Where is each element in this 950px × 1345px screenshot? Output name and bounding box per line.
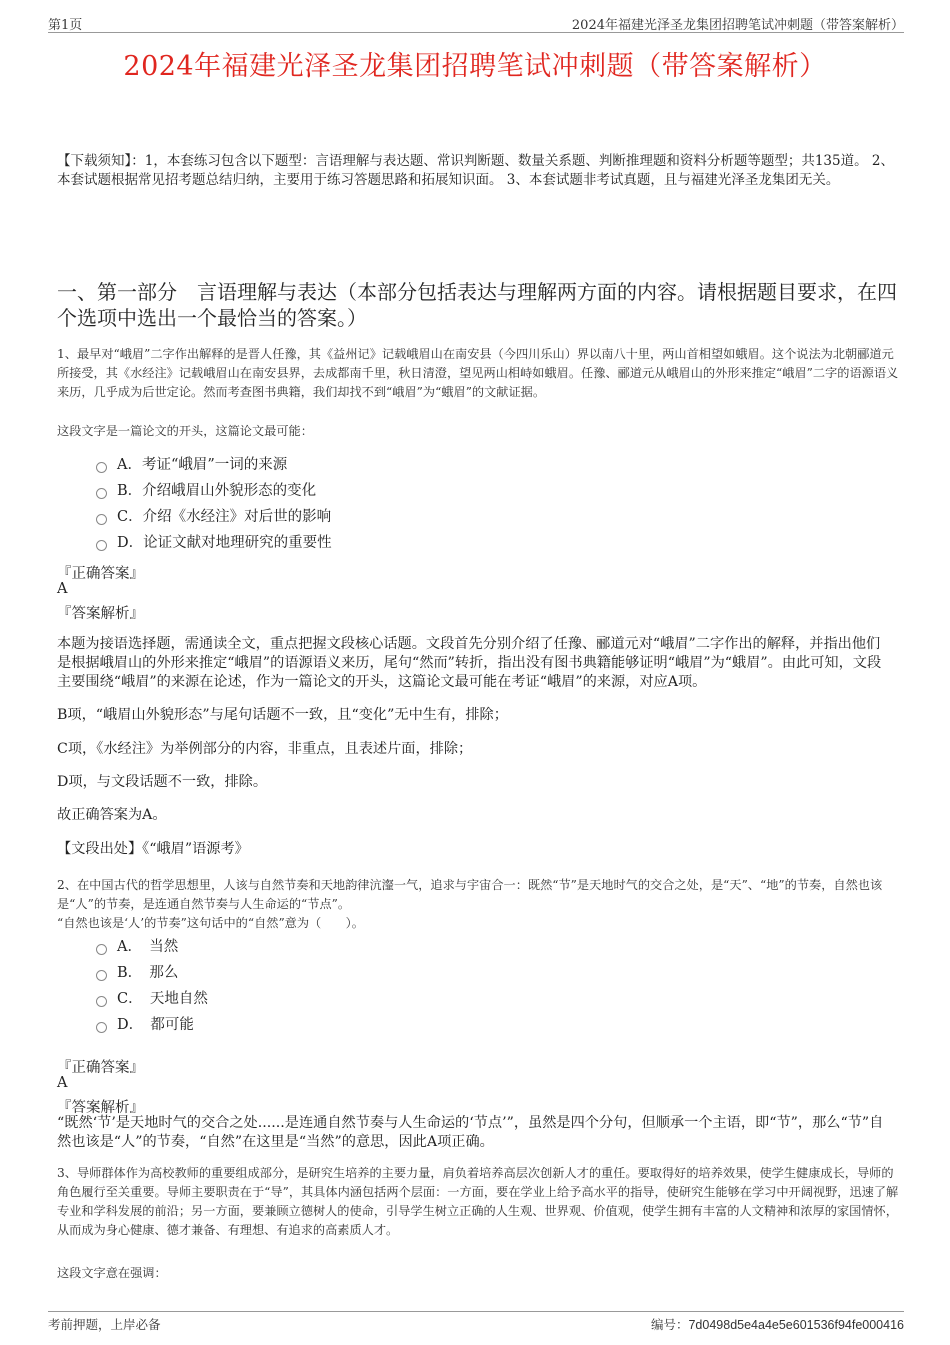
radio-icon[interactable] (96, 462, 107, 473)
option-b[interactable]: B． 那么 (96, 960, 208, 986)
question-3-text: 3、导师群体作为高校教师的重要组成部分，是研究生培养的主要力量，肩负着培养高层次创新人才的重任。要取得好的培养效果，使学生健康成长，导师的角色履行至关重要。导师主要职责在于“导”，其具体内涵包括两个层面：一方面，要在学业上给予高水平的指导，使研究生能够在学习中开阔视野，迅速了解专业和学科发展的前沿；另一方面，要兼顾立德树人的使命，引导学生树立正确的人生观、世界观、价值观，使学生拥有丰富的人文精神和浓厚的家国情怀，从而成为身心健康、德才兼备、有理想、有追求的高素质人才。 (57, 1166, 899, 1237)
option-b[interactable]: B．介绍峨眉山外貌形态的变化 (96, 478, 332, 504)
section-heading: 一、第一部分 言语理解与表达（本部分包括表达与理解两方面的内容。请根据题目要求，在四个选项中选出一个最恰当的答案。） (57, 280, 897, 330)
analysis-label: 『答案解析』 (57, 606, 144, 622)
analysis-paragraph: “既然‘节’是天地时气的交合之处......是连通自然节奏与人生命运的‘节点’”，虽然是四个分句，但顺承一个主语，即“节”，那么“节”自然也该是“人”的节奏，“自然”在这里是“当然”的意思，因此A项正确。 (57, 1115, 884, 1150)
radio-icon[interactable] (96, 996, 107, 1007)
page-number: 第1页 (48, 18, 83, 33)
analysis-paragraph: D项，与文段话题不一致，排除。 (57, 774, 268, 790)
analysis-paragraph: B项，“峨眉山外貌形态”与尾句话题不一致，且“变化”无中生有，排除； (57, 707, 508, 723)
question-3-prompt: 这段文字意在强调： (57, 1266, 167, 1280)
radio-icon[interactable] (96, 970, 107, 981)
question-2-text: 2、在中国古代的哲学思想里，人该与自然节奏和天地韵律沆瀣一气，追求与宇宙合一：既然“节”是天地时气的交合之处，是“天”、“地”的节奏，自然也该是“人”的节奏，是连通自然节奏与人生命运的“节点”。 (57, 878, 883, 911)
radio-icon[interactable] (96, 1022, 107, 1033)
document-title: 2024年福建光泽圣龙集团招聘笔试冲刺题（带答案解析） (123, 51, 827, 82)
download-notice: 【下载须知】：1，本套练习包含以下题型：言语理解与表达题、常识判断题、数量关系题、判断推理题和资料分析题等题型；共135道。 2、本套试题根据常见招考题总结归纳，主要用于练习答题思路和拓展知识面。 3、本套试题非考试真题，且与福建光泽圣龙集团无关。 (57, 153, 894, 188)
option-c[interactable]: C．介绍《水经注》对后世的影响 (96, 504, 332, 530)
footer-divider (48, 1311, 904, 1312)
analysis-paragraph: C项，《水经注》为举例部分的内容，非重点，且表述片面，排除； (57, 741, 473, 757)
analysis-label: 『答案解析』 (57, 1100, 144, 1116)
document-code: 编号：7d0498d5e4a4e5e601536f94fe000416 (650, 1317, 904, 1332)
text-source: 【文段出处】《“峨眉”语源考》 (57, 841, 249, 857)
radio-icon[interactable] (96, 944, 107, 955)
option-c[interactable]: C． 天地自然 (96, 986, 208, 1012)
radio-icon[interactable] (96, 488, 107, 499)
analysis-paragraph: 本题为接语选择题，需通读全文，重点把握文段核心话题。文段首先分别介绍了任豫、郦道元对“峨眉”二字作出的解释，并指出他们是根据峨眉山的外形来推定“峨眉”的语源语义来历，尾句“然而”转折，指出没有图书典籍能够证明“峨眉”为“蛾眉”。由此可知，文段主要围绕“峨眉”的来源在论述，作为一篇论文的开头，这篇论文最可能在考证“峨眉”的来源，对应A项。 (57, 636, 882, 690)
question-1-options (96, 452, 332, 556)
correct-answer: A (57, 581, 68, 597)
footer-slogan: 考前押题，上岸必备 (48, 1317, 161, 1332)
question-1-text: 1、最早对“峨眉”二字作出解释的是晋人任豫，其《益州记》记载峨眉山在南安县（今四川乐山）界以南八十里，两山首相望如蛾眉。这个说法为北朝郦道元所接受，其《水经注》记载峨眉山在南安县界，去成都南千里，秋日清澄，望见两山相峙如蛾眉。任豫、郦道元从峨眉山的外形来推定“峨眉”二字的语源语义来历，几乎成为后世定论。然而考查图书典籍，我们却找不到“峨眉”为“蛾眉”的文献证据。 (57, 347, 899, 399)
option-a[interactable]: A． 当然 (96, 934, 208, 960)
question-2-options (96, 934, 208, 1038)
radio-icon[interactable] (96, 514, 107, 525)
analysis-paragraph: 故正确答案为A。 (57, 807, 167, 823)
correct-answer: A (57, 1075, 68, 1091)
option-a[interactable]: A．考证“峨眉”一词的来源 (96, 452, 332, 478)
option-d[interactable]: D． 都可能 (96, 1012, 208, 1038)
question-2-prompt: “自然也该是‘人’的节奏”这句话中的“自然”意为（ ）。 (57, 916, 364, 930)
correct-answer-label: 『正确答案』 (57, 1060, 144, 1076)
page-header (48, 12, 904, 32)
correct-answer-label: 『正确答案』 (57, 566, 144, 582)
radio-icon[interactable] (96, 540, 107, 551)
header-doc-title: 2024年福建光泽圣龙集团招聘笔试冲刺题（带答案解析） (571, 18, 904, 33)
option-d[interactable]: D．论证文献对地理研究的重要性 (96, 530, 332, 556)
header-divider (48, 32, 904, 33)
question-1-prompt: 这段文字是一篇论文的开头，这篇论文最可能： (57, 424, 313, 438)
